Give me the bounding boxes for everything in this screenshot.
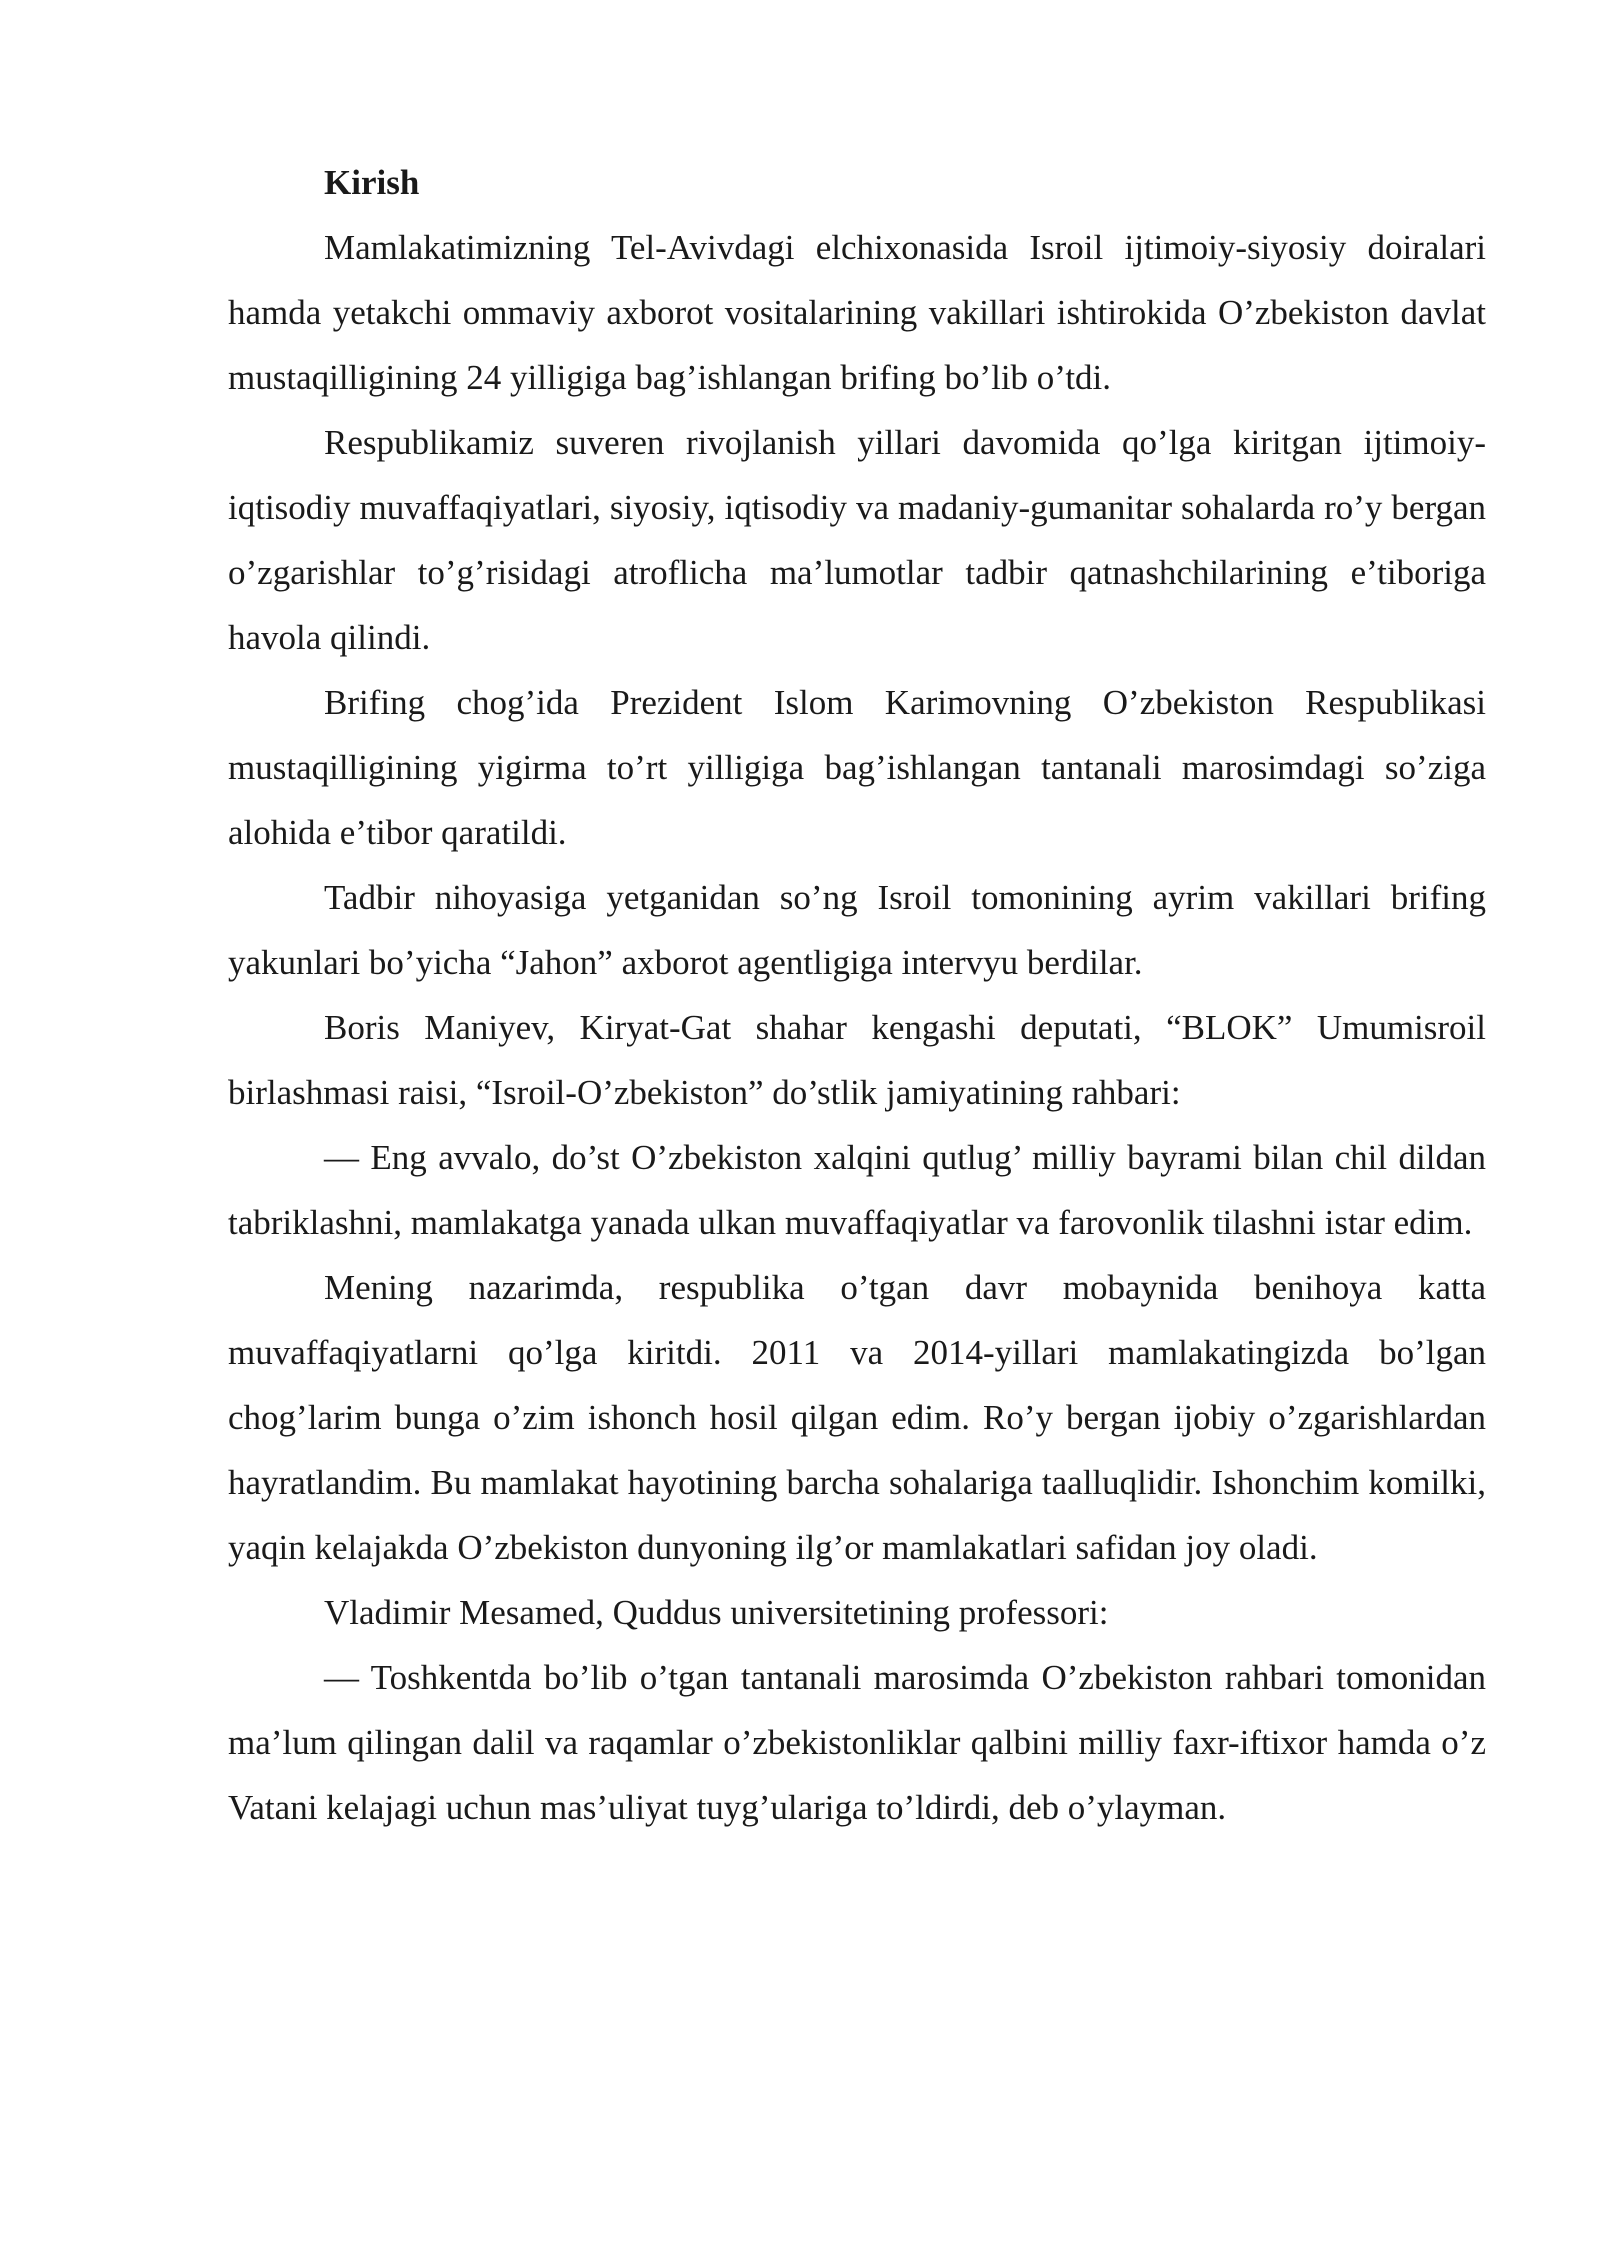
quote-paragraph-1: — Eng avvalo, do’st O’zbekiston xalqini qutlug’ milliy bayrami bilan chil dildan tabriklashni, mamlakatga yanada ulkan muvaffaqiyatlar va farovonlik tilashni istar edim. bbox=[228, 1138, 1486, 1242]
paragraph-2: Respublikamiz suveren rivojlanish yillari davomida qo’lga kiritgan ijtimoiy-iqtisodiy muvaffaqiyatlari, siyosiy, iqtisodiy va madaniy-gumanitar sohalarda ro’y bergan o’zgarishlar to’g’risidagi atroflicha ma’lumotlar tadbir qatnashchilarining e’tiboriga havola qilindi. bbox=[228, 423, 1486, 657]
quote-paragraph-2: — Toshkentda bo’lib o’tgan tantanali marosimda O’zbekiston rahbari tomonidan ma’lum qilingan dalil va raqamlar o’zbekistonliklar qalbini milliy faxr-iftixor hamda o’z Vatani kelajagi uchun mas’uliyat tuyg’ulariga to’ldirdi, deb o’ylayman. bbox=[228, 1658, 1486, 1827]
paragraph-7: Mening nazarimda, respublika o’tgan davr mobaynida benihoya katta muvaffaqiyatlarni qo’lga kiritdi. 2011 va 2014-yillari mamlakatingizda bo’lgan chog’larim bunga o’zim ishonch hosil qilgan edim. Ro’y bergan ijobiy o’zgarishlardan hayratlandim. Bu mamlakat hayotining barcha sohalariga taalluqlidir. Ishonchim komilki, yaqin kelajakda O’zbekiston dunyoning ilg’or mamlakatlari safidan joy oladi. bbox=[228, 1268, 1486, 1567]
paragraph-4: Tadbir nihoyasiga yetganidan so’ng Isroil tomonining ayrim vakillari brifing yakunlari bo’yicha “Jahon” axborot agentligiga intervyu berdilar. bbox=[228, 878, 1486, 982]
document-page bbox=[228, 150, 1486, 1840]
paragraph-8: Vladimir Mesamed, Quddus universitetining professori: bbox=[324, 1593, 1109, 1632]
paragraph-3: Brifing chog’ida Prezident Islom Karimovning O’zbekiston Respublikasi mustaqilligining yigirma to’rt yilligiga bag’ishlangan tantanali marosimdagi so’ziga alohida e’tibor qaratildi. bbox=[228, 683, 1486, 852]
paragraph-1: Mamlakatimizning Tel-Avivdagi elchixonasida Isroil ijtimoiy-siyosiy doiralari hamda yetakchi ommaviy axborot vositalarining vakillari ishtirokida O’zbekiston davlat mustaqilligining 24 yilligiga bag’ishlangan brifing bo’lib o’tdi. bbox=[228, 228, 1486, 397]
paragraph-5: Boris Maniyev, Kiryat-Gat shahar kengashi deputati, “BLOK” Umumisroil birlashmasi raisi, “Isroil-O’zbekiston” do’stlik jamiyatining rahbari: bbox=[228, 1008, 1486, 1112]
section-heading: Kirish bbox=[324, 163, 420, 202]
